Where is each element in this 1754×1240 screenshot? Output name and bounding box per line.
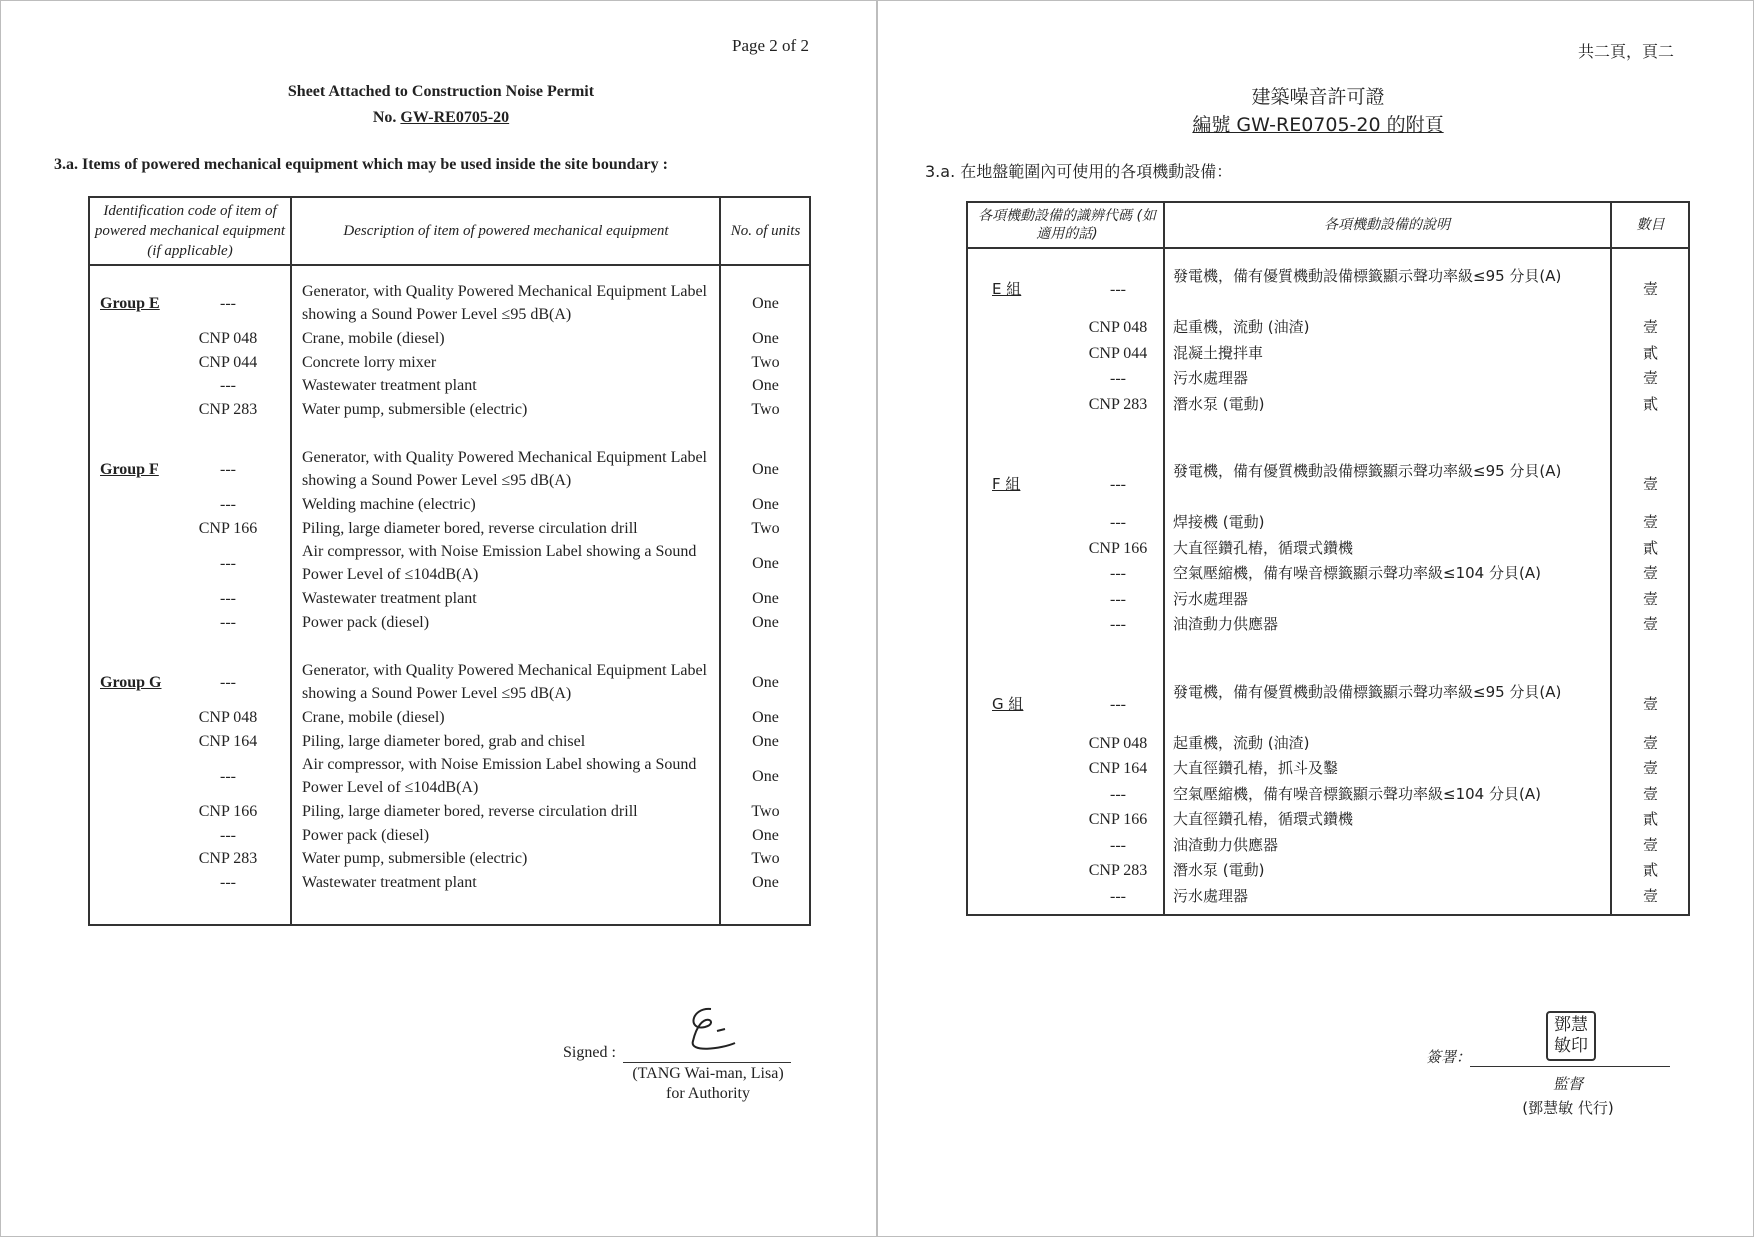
section-heading: 3.a. Items of powered mechanical equipment which may be used inside the site boundary :: [54, 156, 668, 173]
equipment-code: CNP 283: [198, 400, 258, 418]
equipment-code: ---: [1110, 370, 1126, 387]
equipment-description: 空氣壓縮機，備有噪音標籤顯示聲功率級≤104 分貝(A): [1173, 564, 1541, 582]
equipment-units: One: [752, 613, 779, 631]
chinese-page: [877, 0, 1754, 1237]
header-description: Description of item of powered mechanical equipment: [343, 223, 669, 239]
equipment-units: 壹: [1642, 279, 1658, 298]
equipment-units: 壹: [1642, 513, 1658, 531]
permit-no-prefix: No.: [372, 109, 397, 126]
equipment-units: One: [752, 767, 779, 785]
equipment-code: CNP 048: [1088, 734, 1148, 752]
equipment-code: ---: [220, 377, 236, 394]
equipment-code: ---: [220, 294, 236, 312]
equipment-units: 貳: [1642, 394, 1658, 413]
header-units: No. of units: [730, 223, 801, 239]
equipment-code: CNP 164: [198, 732, 258, 750]
equipment-description: Wastewater treatment plant: [302, 377, 477, 394]
equipment-code: CNP 166: [1088, 811, 1148, 828]
equipment-description: 起重機，流動 (油渣): [1173, 318, 1310, 336]
equipment-units: Two: [751, 400, 780, 418]
header-code: Identification code of item of powered mechanical equipment (if applicable): [94, 203, 286, 259]
equipment-table: [88, 196, 811, 926]
group-label: Group E: [100, 294, 160, 312]
equipment-description: 大直徑鑽孔樁，循環式鑽機: [1173, 810, 1354, 828]
equipment-units: 壹: [1642, 784, 1658, 803]
equipment-code: ---: [220, 613, 236, 631]
equipment-units: 貳: [1642, 810, 1658, 828]
equipment-description: 污水處理器: [1173, 589, 1249, 608]
column-divider: [719, 198, 721, 924]
equipment-description: Air compressor, with Noise Emission Label showing a Sound Power Level of ≤104dB(A): [302, 543, 697, 583]
equipment-description: Crane, mobile (diesel): [302, 330, 445, 347]
equipment-description: 油渣動力供應器: [1173, 615, 1279, 633]
equipment-description: Generator, with Quality Powered Mechanical Equipment Label showing a Sound Power Level ≤95 dB(A): [302, 449, 707, 489]
equipment-description: 混凝土攪拌車: [1173, 343, 1264, 362]
equipment-units: 壹: [1642, 695, 1658, 714]
equipment-code: CNP 166: [1088, 539, 1148, 557]
permit-number-line: [201, 105, 681, 131]
equipment-description: 發電機，備有優質機動設備標籤顯示聲功率級≤95 分貝(A): [1173, 682, 1562, 701]
equipment-code: CNP 166: [198, 803, 258, 820]
equipment-units: 貳: [1642, 861, 1658, 879]
equipment-description: Water pump, submersible (electric): [302, 850, 528, 867]
equipment-description: Generator, with Quality Powered Mechanical Equipment Label showing a Sound Power Level ≤95 dB(A): [302, 662, 707, 702]
page-number: Page 2 of 2: [732, 36, 809, 55]
equipment-code: CNP 283: [1088, 395, 1148, 413]
equipment-units: One: [752, 673, 779, 691]
section-heading: 3.a. 在地盤範圍內可使用的各項機動設備：: [925, 162, 1233, 181]
equipment-code: ---: [220, 590, 236, 607]
document-title: [1078, 83, 1558, 139]
equipment-units: 貳: [1642, 343, 1658, 362]
equipment-units: 壹: [1642, 835, 1658, 854]
equipment-code: CNP 044: [1088, 344, 1148, 362]
official-seal: 鄧慧敏印: [1546, 1011, 1596, 1061]
equipment-description: Piling, large diameter bored, reverse circulation drill: [302, 519, 638, 537]
equipment-units: One: [752, 294, 779, 312]
equipment-code: ---: [1110, 616, 1126, 633]
signatory-block: [603, 1064, 813, 1104]
equipment-code: CNP 048: [1088, 319, 1148, 336]
title-line: Sheet Attached to Construction Noise Permit: [287, 83, 595, 100]
equipment-units: One: [752, 709, 779, 726]
equipment-description: 污水處理器: [1173, 886, 1249, 905]
equipment-units: 壹: [1642, 759, 1658, 777]
equipment-units: One: [752, 330, 779, 347]
equipment-code: ---: [220, 767, 236, 785]
equipment-code: ---: [220, 460, 236, 478]
equipment-code: ---: [1110, 590, 1126, 608]
equipment-code: ---: [1110, 785, 1126, 803]
equipment-code: ---: [220, 873, 236, 891]
signature: [681, 1001, 751, 1059]
equipment-description: Wastewater treatment plant: [302, 590, 477, 607]
column-divider: [1163, 203, 1165, 914]
equipment-description: 發電機，備有優質機動設備標籤顯示聲功率級≤95 分貝(A): [1173, 462, 1562, 480]
equipment-code: ---: [1110, 565, 1126, 582]
equipment-description: Generator, with Quality Powered Mechanical Equipment Label showing a Sound Power Level ≤95 dB(A): [302, 283, 707, 323]
equipment-code: ---: [1110, 475, 1126, 493]
signature-line: [623, 1062, 791, 1063]
signed-label: 簽署：: [1426, 1048, 1472, 1066]
equipment-description: 潛水泵 (電動): [1173, 394, 1265, 413]
signatory-role: for Authority: [666, 1085, 750, 1102]
equipment-description: 油渣動力供應器: [1173, 835, 1279, 854]
equipment-units: One: [752, 873, 779, 891]
group-label: F 組: [992, 474, 1021, 493]
equipment-units: One: [752, 732, 779, 750]
equipment-code: CNP 166: [198, 519, 258, 537]
equipment-description: 大直徑鑽孔樁，抓斗及鑿: [1173, 759, 1339, 777]
header-units: 數目: [1636, 217, 1665, 233]
equipment-units: 壹: [1642, 564, 1658, 582]
equipment-units: 壹: [1642, 733, 1658, 752]
column-divider: [1610, 203, 1612, 914]
equipment-units: One: [752, 460, 779, 478]
group-label: G 組: [992, 695, 1024, 714]
equipment-code: ---: [1110, 514, 1126, 531]
equipment-code: ---: [220, 673, 236, 691]
equipment-code: ---: [220, 496, 236, 513]
equipment-code: ---: [1110, 836, 1126, 854]
equipment-code: CNP 048: [198, 330, 258, 347]
equipment-units: 壹: [1642, 886, 1658, 905]
equipment-code: ---: [220, 826, 236, 844]
equipment-description: 空氣壓縮機，備有噪音標籤顯示聲功率級≤104 分貝(A): [1173, 784, 1541, 803]
equipment-units: 壹: [1642, 369, 1658, 387]
equipment-code: CNP 164: [1088, 760, 1148, 777]
group-label: Group F: [100, 460, 159, 478]
equipment-units: 壹: [1642, 615, 1658, 633]
equipment-code: ---: [1110, 696, 1126, 714]
signatory-name: (鄧慧敏 代行): [1522, 1099, 1614, 1117]
permit-number-line: 編號 GW-RE0705-20 的附頁: [1192, 114, 1444, 136]
equipment-units: One: [752, 377, 779, 394]
equipment-description: 潛水泵 (電動): [1173, 861, 1265, 879]
equipment-description: Power pack (diesel): [302, 826, 430, 844]
equipment-code: CNP 283: [1088, 862, 1148, 879]
equipment-description: Crane, mobile (diesel): [302, 709, 445, 726]
signatory-block: [1478, 1072, 1658, 1120]
header-divider: [968, 247, 1688, 249]
group-label: E 組: [992, 279, 1022, 298]
signatory-name: (TANG Wai-man, Lisa): [632, 1065, 784, 1082]
equipment-units: Two: [751, 850, 780, 867]
equipment-code: CNP 044: [198, 353, 258, 371]
equipment-units: 貳: [1642, 538, 1658, 557]
equipment-units: 壹: [1642, 318, 1658, 336]
equipment-code: CNP 283: [198, 850, 258, 867]
equipment-description: Concrete lorry mixer: [302, 353, 437, 371]
equipment-description: Air compressor, with Noise Emission Label showing a Sound Power Level of ≤104dB(A): [302, 756, 697, 796]
equipment-units: Two: [751, 803, 780, 820]
header-code: 各項機動設備的識辨代碼 (如適用的話): [978, 208, 1156, 242]
equipment-description: 起重機，流動 (油渣): [1173, 733, 1310, 752]
equipment-description: Water pump, submersible (electric): [302, 400, 528, 418]
equipment-description: Welding machine (electric): [302, 496, 476, 513]
group-label: Group G: [100, 673, 162, 691]
equipment-code: ---: [220, 554, 236, 572]
document-title: [201, 79, 681, 131]
signature-line: [1470, 1066, 1670, 1067]
equipment-table: [966, 201, 1690, 916]
equipment-description: Piling, large diameter bored, grab and chisel: [302, 732, 586, 750]
header-divider: [90, 264, 809, 266]
equipment-description: 焊接機 (電動): [1173, 513, 1265, 531]
equipment-units: 壹: [1642, 589, 1658, 608]
title-line: 建築噪音許可證: [1251, 86, 1385, 108]
equipment-description: 發電機，備有優質機動設備標籤顯示聲功率級≤95 分貝(A): [1173, 267, 1562, 285]
equipment-description: 污水處理器: [1173, 369, 1249, 387]
equipment-description: Wastewater treatment plant: [302, 873, 477, 891]
permit-number: GW-RE0705-20: [400, 109, 510, 126]
signed-label: Signed :: [563, 1044, 616, 1061]
equipment-units: Two: [751, 353, 780, 371]
equipment-units: One: [752, 554, 779, 572]
equipment-units: One: [752, 496, 779, 513]
equipment-units: 壹: [1642, 474, 1658, 493]
equipment-units: One: [752, 590, 779, 607]
signatory-role: 監督: [1552, 1075, 1583, 1093]
equipment-units: Two: [751, 519, 780, 537]
page-number: 共二頁，頁二: [1578, 42, 1675, 61]
column-divider: [290, 198, 292, 924]
header-description: 各項機動設備的說明: [1324, 217, 1450, 233]
equipment-description: Power pack (diesel): [302, 613, 430, 631]
english-page: [0, 0, 877, 1237]
equipment-code: ---: [1110, 280, 1126, 298]
equipment-description: 大直徑鑽孔樁，循環式鑽機: [1173, 538, 1354, 557]
equipment-code: CNP 048: [198, 709, 258, 726]
equipment-description: Piling, large diameter bored, reverse circulation drill: [302, 803, 638, 820]
equipment-code: ---: [1110, 887, 1126, 905]
equipment-units: One: [752, 826, 779, 844]
